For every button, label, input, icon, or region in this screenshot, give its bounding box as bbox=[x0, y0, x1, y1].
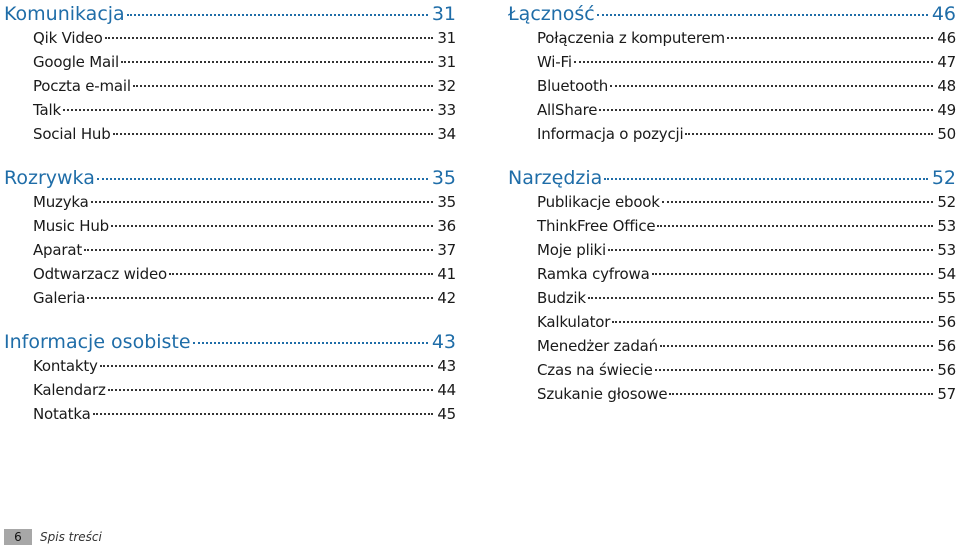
toc-item[interactable] bbox=[508, 238, 956, 262]
toc-label: Informacje osobiste bbox=[4, 331, 191, 353]
toc-page-number: 43 bbox=[431, 331, 456, 353]
toc-item[interactable] bbox=[508, 190, 956, 214]
toc-label: Kalendarz bbox=[33, 381, 106, 399]
toc-page-number: 36 bbox=[437, 217, 456, 235]
leader-dots bbox=[652, 273, 934, 275]
toc-page-number: 56 bbox=[937, 313, 956, 331]
leader-dots bbox=[727, 37, 933, 39]
toc-page-number: 52 bbox=[931, 167, 956, 189]
toc-label: Qik Video bbox=[33, 29, 103, 47]
toc-label: Szukanie głosowe bbox=[537, 385, 668, 403]
toc-page-number: 54 bbox=[937, 265, 956, 283]
toc-heading-informacje-osobiste[interactable] bbox=[4, 330, 456, 354]
toc-label: Narzędzia bbox=[508, 167, 603, 189]
page-number-badge: 6 bbox=[4, 529, 32, 545]
toc-page-number: 43 bbox=[437, 357, 456, 375]
toc-item[interactable] bbox=[4, 238, 456, 262]
leader-dots bbox=[111, 225, 433, 227]
leader-dots bbox=[657, 225, 933, 227]
footer-label: Spis treści bbox=[40, 530, 102, 544]
toc-label: Połączenia z komputerem bbox=[537, 29, 725, 47]
leader-dots bbox=[133, 85, 433, 87]
toc-left-column bbox=[4, 0, 456, 426]
toc-label: Poczta e-mail bbox=[33, 77, 131, 95]
leader-dots bbox=[91, 201, 434, 203]
toc-item[interactable] bbox=[508, 26, 956, 50]
toc-page-number: 56 bbox=[937, 337, 956, 355]
toc-item[interactable] bbox=[4, 122, 456, 146]
toc-page-number: 57 bbox=[937, 385, 956, 403]
leader-dots bbox=[660, 345, 933, 347]
toc-item[interactable] bbox=[4, 262, 456, 286]
leader-dots bbox=[108, 389, 434, 391]
leader-dots bbox=[662, 201, 934, 203]
leader-dots bbox=[655, 369, 934, 371]
toc-item[interactable] bbox=[4, 50, 456, 74]
toc-label: Menedżer zadań bbox=[537, 337, 658, 355]
toc-item[interactable] bbox=[508, 286, 956, 310]
toc-page-number: 41 bbox=[437, 265, 456, 283]
toc-page-number: 33 bbox=[437, 101, 456, 119]
toc-label: Notatka bbox=[33, 405, 91, 423]
leader-dots bbox=[604, 178, 928, 180]
leader-dots bbox=[169, 273, 433, 275]
leader-dots bbox=[127, 14, 428, 16]
toc-item[interactable] bbox=[4, 74, 456, 98]
toc-heading-narzedzia[interactable] bbox=[508, 166, 956, 190]
leader-dots bbox=[588, 297, 933, 299]
toc-item[interactable] bbox=[4, 98, 456, 122]
leader-dots bbox=[685, 133, 933, 135]
toc-label: Music Hub bbox=[33, 217, 109, 235]
toc-label: Czas na świecie bbox=[537, 361, 653, 379]
leader-dots bbox=[97, 178, 428, 180]
toc-item[interactable] bbox=[508, 74, 956, 98]
toc-item[interactable] bbox=[4, 26, 456, 50]
toc-page-number: 35 bbox=[437, 193, 456, 211]
toc-label: Publikacje ebook bbox=[537, 193, 660, 211]
toc-page-number: 44 bbox=[437, 381, 456, 399]
toc-page-number: 46 bbox=[937, 29, 956, 47]
toc-label: Informacja o pozycji bbox=[537, 125, 684, 143]
toc-page-number: 35 bbox=[431, 167, 456, 189]
toc-label: Aparat bbox=[33, 241, 83, 259]
toc-item[interactable] bbox=[4, 402, 456, 426]
toc-page-number: 45 bbox=[437, 405, 456, 423]
toc-item[interactable] bbox=[508, 334, 956, 358]
leader-dots bbox=[669, 393, 933, 395]
toc-page-number: 31 bbox=[437, 29, 456, 47]
leader-dots bbox=[100, 365, 434, 367]
leader-dots bbox=[93, 413, 434, 415]
toc-page-number: 48 bbox=[937, 77, 956, 95]
toc-item[interactable] bbox=[508, 310, 956, 334]
toc-page-number: 47 bbox=[937, 53, 956, 71]
leader-dots bbox=[113, 133, 434, 135]
toc-page-number: 55 bbox=[937, 289, 956, 307]
toc-item[interactable] bbox=[4, 190, 456, 214]
leader-dots bbox=[63, 109, 433, 111]
toc-label: Moje pliki bbox=[537, 241, 606, 259]
leader-dots bbox=[599, 109, 933, 111]
toc-item[interactable] bbox=[508, 122, 956, 146]
toc-page-number: 37 bbox=[437, 241, 456, 259]
toc-item[interactable] bbox=[4, 354, 456, 378]
toc-label: Muzyka bbox=[33, 193, 89, 211]
leader-dots bbox=[193, 342, 428, 344]
leader-dots bbox=[610, 85, 933, 87]
leader-dots bbox=[84, 249, 433, 251]
toc-label: Ramka cyfrowa bbox=[537, 265, 650, 283]
toc-label: Budzik bbox=[537, 289, 586, 307]
leader-dots bbox=[612, 321, 933, 323]
toc-page-number: 42 bbox=[437, 289, 456, 307]
toc-item[interactable] bbox=[4, 214, 456, 238]
toc-page-number: 31 bbox=[431, 3, 456, 25]
toc-page-number: 53 bbox=[937, 241, 956, 259]
toc-page-number: 34 bbox=[437, 125, 456, 143]
leader-dots bbox=[597, 14, 928, 16]
toc-item[interactable] bbox=[4, 378, 456, 402]
toc-label: Google Mail bbox=[33, 53, 119, 71]
toc-item[interactable] bbox=[508, 262, 956, 286]
toc-label: Social Hub bbox=[33, 125, 111, 143]
toc-right-column bbox=[508, 0, 956, 406]
toc-page-number: 50 bbox=[937, 125, 956, 143]
toc-item[interactable] bbox=[508, 98, 956, 122]
toc-label: ThinkFree Office bbox=[537, 217, 656, 235]
toc-item[interactable] bbox=[508, 358, 956, 382]
toc-heading-lacznosc[interactable] bbox=[508, 2, 956, 26]
toc-page-number: 32 bbox=[437, 77, 456, 95]
toc-label: Galeria bbox=[33, 289, 86, 307]
leader-dots bbox=[608, 249, 933, 251]
leader-dots bbox=[121, 61, 433, 63]
leader-dots bbox=[105, 37, 434, 39]
toc-page-number: 56 bbox=[937, 361, 956, 379]
leader-dots bbox=[574, 61, 934, 63]
toc-label: Talk bbox=[33, 101, 61, 119]
toc-page-number: 53 bbox=[937, 217, 956, 235]
toc-page-number: 31 bbox=[437, 53, 456, 71]
toc-label: Łączność bbox=[508, 3, 595, 25]
toc-item[interactable] bbox=[508, 382, 956, 406]
toc-label: Odtwarzacz wideo bbox=[33, 265, 167, 283]
toc-item[interactable] bbox=[4, 286, 456, 310]
toc-label: Rozrywka bbox=[4, 167, 95, 189]
toc-label: Kontakty bbox=[33, 357, 98, 375]
toc-page-number: 52 bbox=[937, 193, 956, 211]
toc-label: Wi-Fi bbox=[537, 53, 572, 71]
toc-label: AllShare bbox=[537, 101, 598, 119]
toc-page-number: 46 bbox=[931, 3, 956, 25]
toc-item[interactable] bbox=[508, 214, 956, 238]
leader-dots bbox=[87, 297, 433, 299]
toc-label: Bluetooth bbox=[537, 77, 609, 95]
toc-label: Kalkulator bbox=[537, 313, 611, 331]
toc-page-number: 49 bbox=[937, 101, 956, 119]
toc-label: Komunikacja bbox=[4, 3, 125, 25]
toc-item[interactable] bbox=[508, 50, 956, 74]
toc-heading-komunikacja[interactable] bbox=[4, 2, 456, 26]
page-footer bbox=[0, 529, 200, 545]
toc-heading-rozrywka[interactable] bbox=[4, 166, 456, 190]
